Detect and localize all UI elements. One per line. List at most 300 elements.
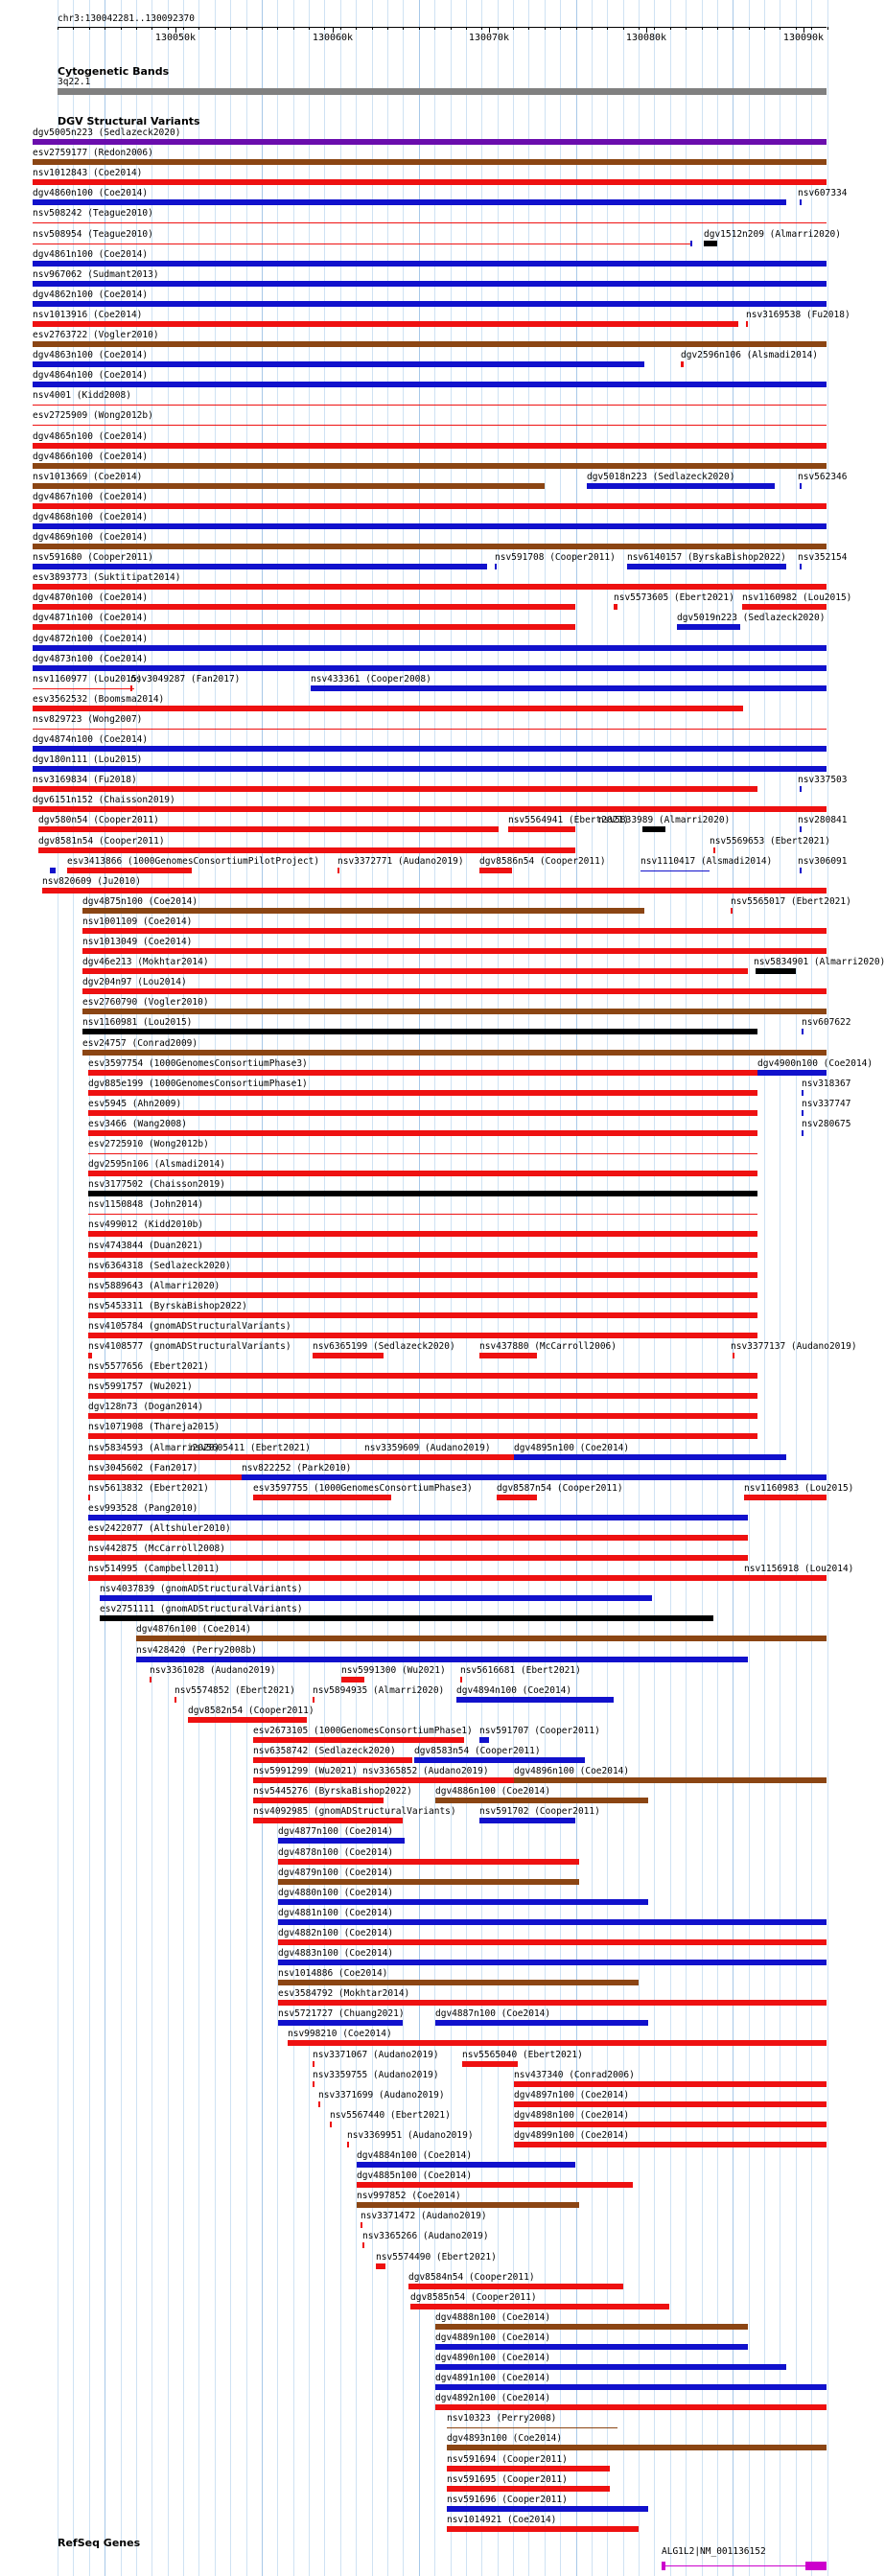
variant-label[interactable]: nsv3049287 (Fan2017) (130, 674, 241, 685)
variant-label[interactable]: nsv5574490 (Ebert2021) (376, 2252, 497, 2263)
variant-label[interactable]: nsv591696 (Cooper2011) (447, 2495, 568, 2505)
variant-bar[interactable] (479, 1737, 489, 1743)
variant-bar[interactable] (338, 868, 339, 873)
variant-bar[interactable] (627, 564, 786, 569)
variant-label[interactable]: nsv352154 (798, 552, 848, 563)
variant-bar[interactable] (313, 2061, 314, 2067)
variant-bar[interactable] (357, 2162, 575, 2168)
variant-label[interactable]: nsv1013049 (Coe2014) (82, 937, 193, 947)
variant-bar[interactable] (690, 241, 692, 246)
variant-bar[interactable] (435, 2384, 827, 2390)
variant-label[interactable]: esv2673105 (1000GenomesConsortiumPhase1) (253, 1726, 473, 1736)
variant-bar[interactable] (88, 1231, 757, 1237)
variant-bar[interactable] (288, 2040, 827, 2046)
variant-label[interactable]: nsv3365266 (Audano2019) (362, 2231, 489, 2241)
variant-bar[interactable] (88, 1090, 757, 1096)
variant-bar[interactable] (88, 1495, 90, 1500)
variant-label[interactable]: dgv4874n100 (Coe2014) (33, 734, 149, 745)
variant-label[interactable]: nsv318367 (802, 1079, 851, 1089)
variant-bar[interactable] (447, 2466, 610, 2472)
variant-bar[interactable] (514, 1777, 827, 1783)
variant-bar[interactable] (150, 1677, 151, 1683)
variant-label[interactable]: nsv1160981 (Lou2015) (82, 1017, 193, 1028)
variant-bar[interactable] (88, 1214, 757, 1215)
variant-bar[interactable] (802, 1029, 803, 1034)
variant-label[interactable]: dgv8583n54 (Cooper2011) (414, 1746, 541, 1756)
variant-bar[interactable] (88, 1575, 757, 1581)
variant-bar[interactable] (33, 159, 827, 165)
variant-label[interactable]: dgv4873n100 (Coe2014) (33, 654, 149, 664)
variant-bar[interactable] (278, 1879, 579, 1885)
variant-bar[interactable] (88, 1191, 757, 1196)
variant-bar[interactable] (435, 2020, 648, 2026)
variant-label[interactable]: dgv4896n100 (Coe2014) (514, 1766, 630, 1776)
refseq-gene-line[interactable] (662, 2565, 827, 2566)
variant-bar[interactable] (414, 1757, 585, 1763)
variant-bar[interactable] (33, 463, 827, 469)
variant-label[interactable]: dgv4882n100 (Coe2014) (278, 1928, 394, 1938)
variant-label[interactable]: esv3584792 (Mokhtar2014) (278, 1988, 410, 1999)
variant-bar[interactable] (33, 361, 644, 367)
variant-bar[interactable] (88, 1130, 757, 1136)
variant-bar[interactable] (33, 688, 134, 689)
variant-label[interactable]: nsv820609 (Ju2010) (42, 876, 141, 887)
variant-label[interactable]: nsv337503 (798, 775, 848, 785)
variant-bar[interactable] (479, 868, 512, 873)
variant-label[interactable]: nsv1110417 (Alsmadi2014) (640, 856, 773, 867)
variant-bar[interactable] (408, 2284, 623, 2289)
variant-label[interactable]: esv3597755 (1000GenomesConsortiumPhase3) (253, 1483, 473, 1494)
variant-bar[interactable] (33, 766, 827, 772)
variant-bar[interactable] (278, 1899, 648, 1905)
variant-bar[interactable] (278, 2000, 827, 2006)
variant-bar[interactable] (800, 483, 802, 489)
variant-bar[interactable] (33, 746, 827, 752)
variant-label[interactable]: dgv4898n100 (Coe2014) (514, 2110, 630, 2121)
variant-bar[interactable] (33, 624, 575, 630)
variant-label[interactable]: nsv5834593 (Almarri2020) (88, 1443, 221, 1453)
variant-bar[interactable] (435, 2364, 786, 2370)
variant-label[interactable]: dgv4890n100 (Coe2014) (435, 2353, 551, 2363)
variant-bar[interactable] (33, 806, 827, 812)
variant-bar[interactable] (88, 1535, 748, 1541)
variant-bar[interactable] (681, 361, 684, 367)
variant-bar[interactable] (33, 199, 786, 205)
variant-bar[interactable] (88, 1171, 757, 1176)
variant-bar[interactable] (88, 1333, 757, 1338)
variant-bar[interactable] (330, 2122, 332, 2127)
variant-label[interactable]: nsv5453311 (ByrskaBishop2022) (88, 1301, 247, 1311)
variant-label[interactable]: nsv1160977 (Lou2015) (33, 674, 143, 685)
variant-bar[interactable] (33, 139, 827, 145)
variant-label[interactable]: nsv5577656 (Ebert2021) (88, 1361, 209, 1372)
variant-label[interactable]: dgv4872n100 (Coe2014) (33, 634, 149, 644)
variant-label[interactable]: nsv3177502 (Chaisson2019) (88, 1179, 225, 1190)
variant-label[interactable]: nsv437880 (McCarroll2006) (479, 1341, 617, 1352)
variant-bar[interactable] (33, 321, 738, 327)
variant-label[interactable]: nsv3372771 (Audano2019) (338, 856, 464, 867)
variant-bar[interactable] (33, 786, 757, 792)
variant-label[interactable]: nsv306091 (798, 856, 848, 867)
variant-bar[interactable] (88, 1433, 757, 1439)
variant-label[interactable]: nsv5569653 (Ebert2021) (710, 836, 830, 847)
variant-bar[interactable] (704, 241, 717, 246)
variant-label[interactable]: dgv4885n100 (Coe2014) (357, 2170, 473, 2181)
variant-label[interactable]: nsv280841 (798, 815, 848, 825)
variant-bar[interactable] (479, 1353, 537, 1358)
variant-label[interactable]: nsv1014886 (Coe2014) (278, 1968, 388, 1979)
variant-bar[interactable] (495, 564, 497, 569)
variant-bar[interactable] (677, 624, 740, 630)
variant-label[interactable]: nsv428420 (Perry2008b) (136, 1645, 257, 1656)
variant-label[interactable]: nsv607334 (798, 188, 848, 198)
variant-label[interactable]: esv2422077 (Altshuler2010) (88, 1523, 231, 1534)
variant-bar[interactable] (33, 281, 827, 287)
variant-label[interactable]: nsv829723 (Wong2007) (33, 714, 143, 725)
variant-label[interactable]: dgv4887n100 (Coe2014) (435, 2008, 551, 2019)
variant-bar[interactable] (733, 1353, 734, 1358)
variant-bar[interactable] (82, 1029, 757, 1034)
variant-label[interactable]: dgv4870n100 (Coe2014) (33, 592, 149, 603)
variant-label[interactable]: dgv4866n100 (Coe2014) (33, 452, 149, 462)
variant-label[interactable]: nsv5573605 (Ebert2021) (614, 592, 734, 603)
variant-bar[interactable] (756, 968, 796, 974)
variant-label[interactable]: nsv3371067 (Audano2019) (313, 2050, 439, 2060)
variant-label[interactable]: dgv8587n54 (Cooper2011) (497, 1483, 623, 1494)
variant-label[interactable]: nsv5445276 (ByrskaBishop2022) (253, 1786, 412, 1797)
variant-bar[interactable] (278, 2020, 403, 2026)
variant-label[interactable]: nsv3369951 (Audano2019) (347, 2130, 474, 2141)
variant-bar[interactable] (642, 826, 665, 832)
variant-label[interactable]: dgv885e199 (1000GenomesConsortiumPhase1) (88, 1079, 308, 1089)
variant-bar[interactable] (713, 847, 715, 853)
variant-label[interactable]: esv993528 (Pang2010) (88, 1503, 198, 1514)
variant-bar[interactable] (33, 564, 487, 569)
variant-bar[interactable] (800, 786, 802, 792)
variant-label[interactable]: nsv607622 (802, 1017, 851, 1028)
variant-label[interactable]: nsv5605411 (Ebert2021) (190, 1443, 311, 1453)
variant-label[interactable]: dgv5019n223 (Sedlazeck2020) (677, 613, 826, 623)
variant-label[interactable]: nsv5894935 (Almarri2020) (313, 1685, 445, 1696)
variant-label[interactable]: nsv1014921 (Coe2014) (447, 2515, 557, 2525)
variant-label[interactable]: esv2751111 (gnomADStructuralVariants) (100, 1604, 303, 1614)
variant-bar[interactable] (88, 1312, 757, 1318)
variant-label[interactable]: esv24757 (Conrad2009) (82, 1038, 198, 1049)
variant-label[interactable]: nsv508242 (Teague2010) (33, 208, 153, 219)
variant-label[interactable]: dgv8581n54 (Cooper2011) (38, 836, 165, 847)
variant-label[interactable]: nsv1012843 (Coe2014) (33, 168, 143, 178)
variant-bar[interactable] (357, 2202, 579, 2208)
variant-label[interactable]: nsv5991300 (Wu2021) (341, 1665, 446, 1676)
variant-label[interactable]: dgv8584n54 (Cooper2011) (408, 2272, 535, 2283)
variant-bar[interactable] (38, 826, 499, 832)
variant-label[interactable]: nsv5991299 (Wu2021) (253, 1766, 358, 1776)
variant-bar[interactable] (88, 1515, 748, 1520)
variant-label[interactable]: dgv4884n100 (Coe2014) (357, 2150, 473, 2161)
variant-label[interactable]: nsv3361028 (Audano2019) (150, 1665, 276, 1676)
variant-bar[interactable] (447, 2506, 648, 2512)
variant-label[interactable]: nsv1013916 (Coe2014) (33, 310, 143, 320)
variant-bar[interactable] (514, 2081, 827, 2087)
variant-bar[interactable] (253, 1737, 464, 1743)
variant-label[interactable]: dgv4881n100 (Coe2014) (278, 1908, 394, 1918)
variant-bar[interactable] (357, 2182, 633, 2188)
variant-bar[interactable] (33, 604, 575, 610)
variant-bar[interactable] (88, 1555, 748, 1561)
variant-label[interactable]: dgv204n97 (Lou2014) (82, 977, 187, 987)
variant-label[interactable]: dgv4869n100 (Coe2014) (33, 532, 149, 543)
variant-bar[interactable] (33, 523, 827, 529)
variant-label[interactable]: dgv4895n100 (Coe2014) (514, 1443, 630, 1453)
variant-bar[interactable] (33, 503, 827, 509)
variant-bar[interactable] (88, 1272, 757, 1278)
variant-label[interactable]: esv2725909 (Wong2012b) (33, 410, 153, 421)
variant-bar[interactable] (88, 1393, 757, 1399)
variant-bar[interactable] (82, 988, 827, 994)
variant-label[interactable]: dgv4886n100 (Coe2014) (435, 1786, 551, 1797)
variant-label[interactable]: nsv6358742 (Sedlazeck2020) (253, 1746, 396, 1756)
variant-label[interactable]: nsv6140157 (ByrskaBishop2022) (627, 552, 786, 563)
variant-label[interactable]: esv2760790 (Vogler2010) (82, 997, 209, 1008)
variant-bar[interactable] (731, 908, 733, 914)
variant-label[interactable]: nsv3359609 (Audano2019) (364, 1443, 491, 1453)
variant-label[interactable]: dgv6151n152 (Chaisson2019) (33, 795, 175, 805)
variant-bar[interactable] (278, 1980, 639, 1985)
variant-label[interactable]: nsv5833989 (Almarri2020) (598, 815, 731, 825)
variant-bar[interactable] (800, 199, 802, 205)
variant-label[interactable]: nsv591694 (Cooper2011) (447, 2454, 568, 2465)
variant-label[interactable]: nsv4037839 (gnomADStructuralVariants) (100, 1584, 303, 1594)
variant-label[interactable]: nsv3045602 (Fan2017) (88, 1463, 198, 1474)
variant-bar[interactable] (802, 1090, 803, 1096)
variant-bar[interactable] (33, 483, 545, 489)
variant-bar[interactable] (410, 2304, 669, 2309)
variant-bar[interactable] (136, 1636, 827, 1641)
variant-label[interactable]: nsv3169538 (Fu2018) (746, 310, 850, 320)
variant-bar[interactable] (33, 665, 827, 671)
variant-label[interactable]: nsv5613832 (Ebert2021) (88, 1483, 209, 1494)
variant-label[interactable]: dgv1512n209 (Almarri2020) (704, 229, 841, 240)
variant-bar[interactable] (587, 483, 775, 489)
variant-bar[interactable] (33, 261, 827, 267)
variant-label[interactable]: dgv4900n100 (Coe2014) (757, 1058, 873, 1069)
variant-bar[interactable] (33, 443, 827, 449)
variant-bar[interactable] (341, 1677, 364, 1683)
variant-label[interactable]: dgv4868n100 (Coe2014) (33, 512, 149, 522)
variant-label[interactable]: nsv3377137 (Audano2019) (731, 1341, 857, 1352)
variant-label[interactable]: nsv3169834 (Fu2018) (33, 775, 137, 785)
variant-bar[interactable] (253, 1757, 412, 1763)
variant-label[interactable]: nsv5574852 (Ebert2021) (175, 1685, 295, 1696)
variant-label[interactable]: nsv4108577 (gnomADStructuralVariants) (88, 1341, 291, 1352)
variant-label[interactable]: dgv4862n100 (Coe2014) (33, 290, 149, 300)
variant-label[interactable]: dgv4863n100 (Coe2014) (33, 350, 149, 360)
variant-bar[interactable] (253, 1798, 384, 1803)
variant-bar[interactable] (33, 706, 743, 711)
variant-label[interactable]: nsv5565017 (Ebert2021) (731, 896, 851, 907)
variant-label[interactable]: dgv128n73 (Dogan2014) (88, 1402, 204, 1412)
variant-label[interactable]: dgv4888n100 (Coe2014) (435, 2312, 551, 2323)
variant-label[interactable]: dgv4880n100 (Coe2014) (278, 1888, 394, 1898)
variant-label[interactable]: dgv4897n100 (Coe2014) (514, 2090, 630, 2100)
variant-label[interactable]: nsv1001109 (Coe2014) (82, 917, 193, 927)
variant-label[interactable]: dgv2596n106 (Alsmadi2014) (681, 350, 818, 360)
variant-bar[interactable] (88, 1070, 757, 1076)
variant-bar[interactable] (447, 2445, 827, 2450)
variant-label[interactable]: nsv1150848 (John2014) (88, 1199, 204, 1210)
variant-label[interactable]: dgv8586n54 (Cooper2011) (479, 856, 606, 867)
variant-bar[interactable] (447, 2526, 639, 2532)
variant-label[interactable]: dgv8585n54 (Cooper2011) (410, 2292, 537, 2303)
variant-bar[interactable] (67, 868, 192, 873)
refseq-gene-exon[interactable] (805, 2562, 827, 2570)
variant-label[interactable]: nsv5889643 (Almarri2020) (88, 1281, 221, 1291)
variant-bar[interactable] (514, 2122, 827, 2127)
variant-label[interactable]: nsv5564941 (Ebert2021) (508, 815, 629, 825)
variant-label[interactable]: nsv3371472 (Audano2019) (361, 2211, 487, 2221)
variant-label[interactable]: nsv967062 (Sudmant2013) (33, 269, 159, 280)
variant-bar[interactable] (800, 564, 802, 569)
variant-bar[interactable] (318, 2101, 320, 2107)
variant-bar[interactable] (88, 1252, 757, 1258)
variant-label[interactable]: esv3413866 (1000GenomesConsortiumPilotProject) (67, 856, 320, 867)
variant-bar[interactable] (447, 2427, 617, 2428)
variant-bar[interactable] (311, 685, 827, 691)
variant-bar[interactable] (435, 2344, 748, 2350)
variant-label[interactable]: nsv591702 (Cooper2011) (479, 1806, 600, 1817)
variant-label[interactable]: dgv2595n106 (Alsmadi2014) (88, 1159, 225, 1170)
variant-label[interactable]: esv3597754 (1000GenomesConsortiumPhase3) (88, 1058, 308, 1069)
variant-bar[interactable] (88, 1292, 757, 1298)
variant-label[interactable]: dgv4861n100 (Coe2014) (33, 249, 149, 260)
variant-label[interactable]: nsv1160983 (Lou2015) (744, 1483, 854, 1494)
variant-label[interactable]: dgv4867n100 (Coe2014) (33, 492, 149, 502)
variant-bar[interactable] (82, 1050, 827, 1056)
variant-label[interactable]: dgv4899n100 (Coe2014) (514, 2130, 630, 2141)
variant-label[interactable]: dgv4875n100 (Coe2014) (82, 896, 198, 907)
variant-bar[interactable] (362, 1777, 364, 1783)
variant-label[interactable]: esv2759177 (Redon2006) (33, 148, 153, 158)
variant-bar[interactable] (136, 1657, 748, 1662)
variant-bar[interactable] (462, 2061, 518, 2067)
variant-label[interactable]: dgv4894n100 (Coe2014) (456, 1685, 572, 1696)
variant-bar[interactable] (313, 2081, 314, 2087)
variant-label[interactable]: dgv4876n100 (Coe2014) (136, 1624, 252, 1635)
refseq-gene-exon[interactable] (662, 2562, 665, 2570)
variant-label[interactable]: nsv437340 (Conrad2006) (514, 2070, 635, 2080)
variant-bar[interactable] (242, 1474, 827, 1480)
variant-bar[interactable] (435, 2324, 748, 2330)
variant-bar[interactable] (33, 222, 827, 223)
variant-bar[interactable] (800, 868, 802, 873)
variant-label[interactable]: esv2725910 (Wong2012b) (88, 1139, 209, 1149)
variant-label[interactable]: nsv6365199 (Sedlazeck2020) (313, 1341, 455, 1352)
variant-bar[interactable] (278, 1859, 579, 1865)
refseq-track-title[interactable]: RefSeq Genes (58, 2537, 141, 2549)
variant-bar[interactable] (742, 604, 827, 610)
variant-bar[interactable] (88, 1413, 757, 1419)
variant-label[interactable]: nsv1156918 (Lou2014) (744, 1564, 854, 1574)
variant-label[interactable]: nsv998210 (Coe2014) (288, 2029, 392, 2039)
variant-bar[interactable] (456, 1697, 614, 1703)
variant-bar[interactable] (100, 1595, 652, 1601)
variant-bar[interactable] (130, 685, 132, 691)
variant-label[interactable]: nsv822252 (Park2010) (242, 1463, 352, 1474)
variant-label[interactable]: nsv499012 (Kidd2010b) (88, 1219, 204, 1230)
variant-label[interactable]: nsv4743844 (Duan2021) (88, 1241, 204, 1251)
variant-bar[interactable] (33, 544, 827, 549)
variant-label[interactable]: dgv4883n100 (Coe2014) (278, 1948, 394, 1959)
variant-label[interactable]: esv3893773 (Suktitipat2014) (33, 572, 181, 583)
variant-bar[interactable] (38, 847, 575, 853)
variant-bar[interactable] (82, 928, 827, 934)
variant-bar[interactable] (100, 1615, 713, 1621)
variant-label[interactable]: nsv5991757 (Wu2021) (88, 1381, 193, 1392)
variant-bar[interactable] (447, 2486, 610, 2492)
variant-bar[interactable] (33, 301, 827, 307)
variant-bar[interactable] (313, 1353, 384, 1358)
variant-bar[interactable] (347, 2142, 349, 2147)
variant-bar[interactable] (313, 1697, 314, 1703)
variant-bar[interactable] (640, 870, 710, 871)
variant-label[interactable]: nsv3365852 (Audano2019) (362, 1766, 489, 1776)
variant-bar[interactable] (514, 2101, 827, 2107)
variant-bar[interactable] (82, 1009, 827, 1014)
variant-label[interactable]: nsv3371699 (Audano2019) (318, 2090, 445, 2100)
variant-bar[interactable] (33, 645, 827, 651)
variant-label[interactable]: dgv4892n100 (Coe2014) (435, 2393, 551, 2403)
variant-bar[interactable] (50, 868, 56, 873)
variant-bar[interactable] (802, 1130, 803, 1136)
variant-bar[interactable] (253, 1818, 403, 1823)
variant-bar[interactable] (514, 1454, 786, 1460)
variant-bar[interactable] (82, 948, 827, 954)
variant-label[interactable]: nsv4092985 (gnomADStructuralVariants) (253, 1806, 456, 1817)
variant-bar[interactable] (190, 1454, 192, 1460)
variant-label[interactable]: nsv1160982 (Lou2015) (742, 592, 852, 603)
variant-bar[interactable] (88, 1110, 757, 1116)
variant-label[interactable]: nsv591695 (Cooper2011) (447, 2474, 568, 2485)
variant-bar[interactable] (614, 604, 617, 610)
variant-label[interactable]: nsv5721727 (Chuang2021) (278, 2008, 405, 2019)
variant-label[interactable]: dgv5018n223 (Sedlazeck2020) (587, 472, 735, 482)
variant-bar[interactable] (42, 888, 827, 893)
variant-label[interactable]: nsv5616681 (Ebert2021) (460, 1665, 581, 1676)
variant-bar[interactable] (744, 1495, 827, 1500)
variant-label[interactable]: dgv4893n100 (Coe2014) (447, 2433, 563, 2444)
variant-label[interactable]: nsv997852 (Coe2014) (357, 2191, 461, 2201)
variant-bar[interactable] (88, 1353, 92, 1358)
variant-bar[interactable] (88, 1153, 757, 1154)
variant-label[interactable]: nsv4105784 (gnomADStructuralVariants) (88, 1321, 291, 1332)
variant-bar[interactable] (33, 584, 827, 590)
variant-label[interactable]: dgv580n54 (Cooper2011) (38, 815, 159, 825)
variant-label[interactable]: dgv4877n100 (Coe2014) (278, 1826, 394, 1837)
variant-bar[interactable] (188, 1717, 307, 1723)
variant-bar[interactable] (278, 1939, 827, 1945)
variant-bar[interactable] (82, 908, 644, 914)
variant-bar[interactable] (33, 729, 827, 730)
variant-bar[interactable] (33, 405, 827, 406)
variant-label[interactable]: nsv433361 (Cooper2008) (311, 674, 431, 685)
variant-label[interactable]: dgv46e213 (Mokhtar2014) (82, 957, 209, 967)
cytoband-track-title[interactable]: Cytogenetic Bands (58, 65, 170, 78)
variant-bar[interactable] (33, 341, 827, 347)
variant-bar[interactable] (175, 1697, 176, 1703)
variant-label[interactable]: nsv562346 (798, 472, 848, 482)
variant-bar[interactable] (33, 179, 827, 185)
variant-bar[interactable] (746, 321, 748, 327)
